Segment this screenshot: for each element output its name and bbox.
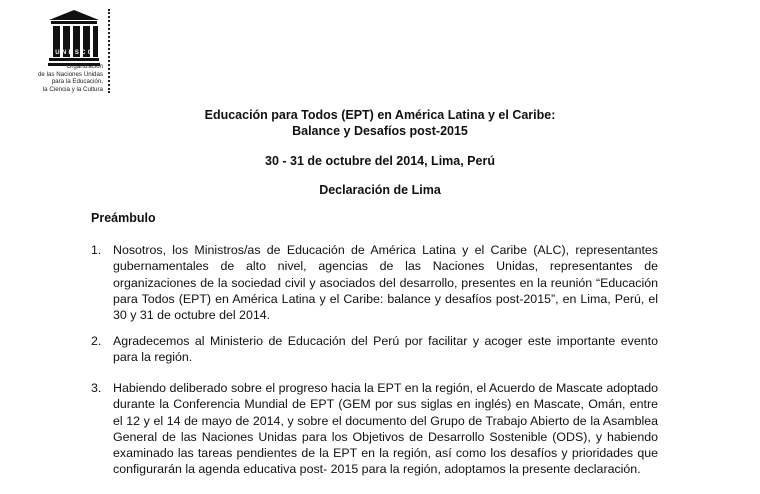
logo-caption-line: de las Naciones Unidas [37,70,103,78]
paragraph-text: Habiendo deliberado sobre el progreso hacia la EPT en la región, el Acuerdo de Mascate adoptado durante la Conferencia Mundial de EPT (GEM por sus siglas en inglés) en Mascate, Omán, entre el 12 y el 14 de mayo de 2014, y sobre el documento del Grupo de Trabajo Abierto de la Asamblea General de las Naciones Unidas para los Objetivos de Desarrollo Sostenible (ODS), y habiendo examinado las tareas pendientes de la EPT en la región, así como los desafíos y prioridades que configurarán la agenda educativa post- 2015 para la región, adoptamos la presente declaración. [113,381,658,477]
logo-divider [108,9,110,93]
paragraph-text: Nosotros, los Ministros/as de Educación de América Latina y el Caribe (ALC), representantes gubernamentales de alto nivel, agencias de las Naciones Unidas, representantes de organizaciones de la sociedad civil y asociados del desarrollo, presentes en la reunión “Educación para Todos (EPT) en América Latina y el Caribe: balance y desafíos post-2015”, en Lima, Perú, el 30 y 31 de octubre del 2014. [113,243,658,323]
unesco-logo [37,9,111,95]
logo-caption-line: para la Educación, [51,78,103,86]
paragraph-number: 1. [91,243,102,257]
title-line-2: Balance y Desafíos post-2015 [292,124,468,138]
paragraph-text: Agradecemos al Ministerio de Educación del Perú por facilitar y acoger este importante evento para la región. [113,334,658,365]
document-title [100,107,660,139]
paragraph-1 [91,242,658,323]
paragraph-3 [91,380,658,478]
date-place-text: 30 - 31 de octubre del 2014, Lima, Perú [265,154,495,168]
title-line-1: Educación para Todos (EPT) en América Latina y el Caribe: [204,108,556,122]
paragraph-2 [91,333,658,366]
logo-caption-line: Organización [66,63,103,70]
declaration-title-text: Declaración de Lima [319,183,441,197]
section-heading: Preámbulo [91,211,156,225]
paragraph-number: 3. [91,381,102,395]
unesco-temple-icon [48,9,100,67]
logo-caption [0,63,103,93]
date-place [100,153,660,169]
paragraph-number: 2. [91,334,102,348]
unesco-wordmark: UNESCO [55,50,95,56]
declaration-title [100,182,660,198]
logo-caption-line: la Ciencia y la Cultura [42,85,103,93]
